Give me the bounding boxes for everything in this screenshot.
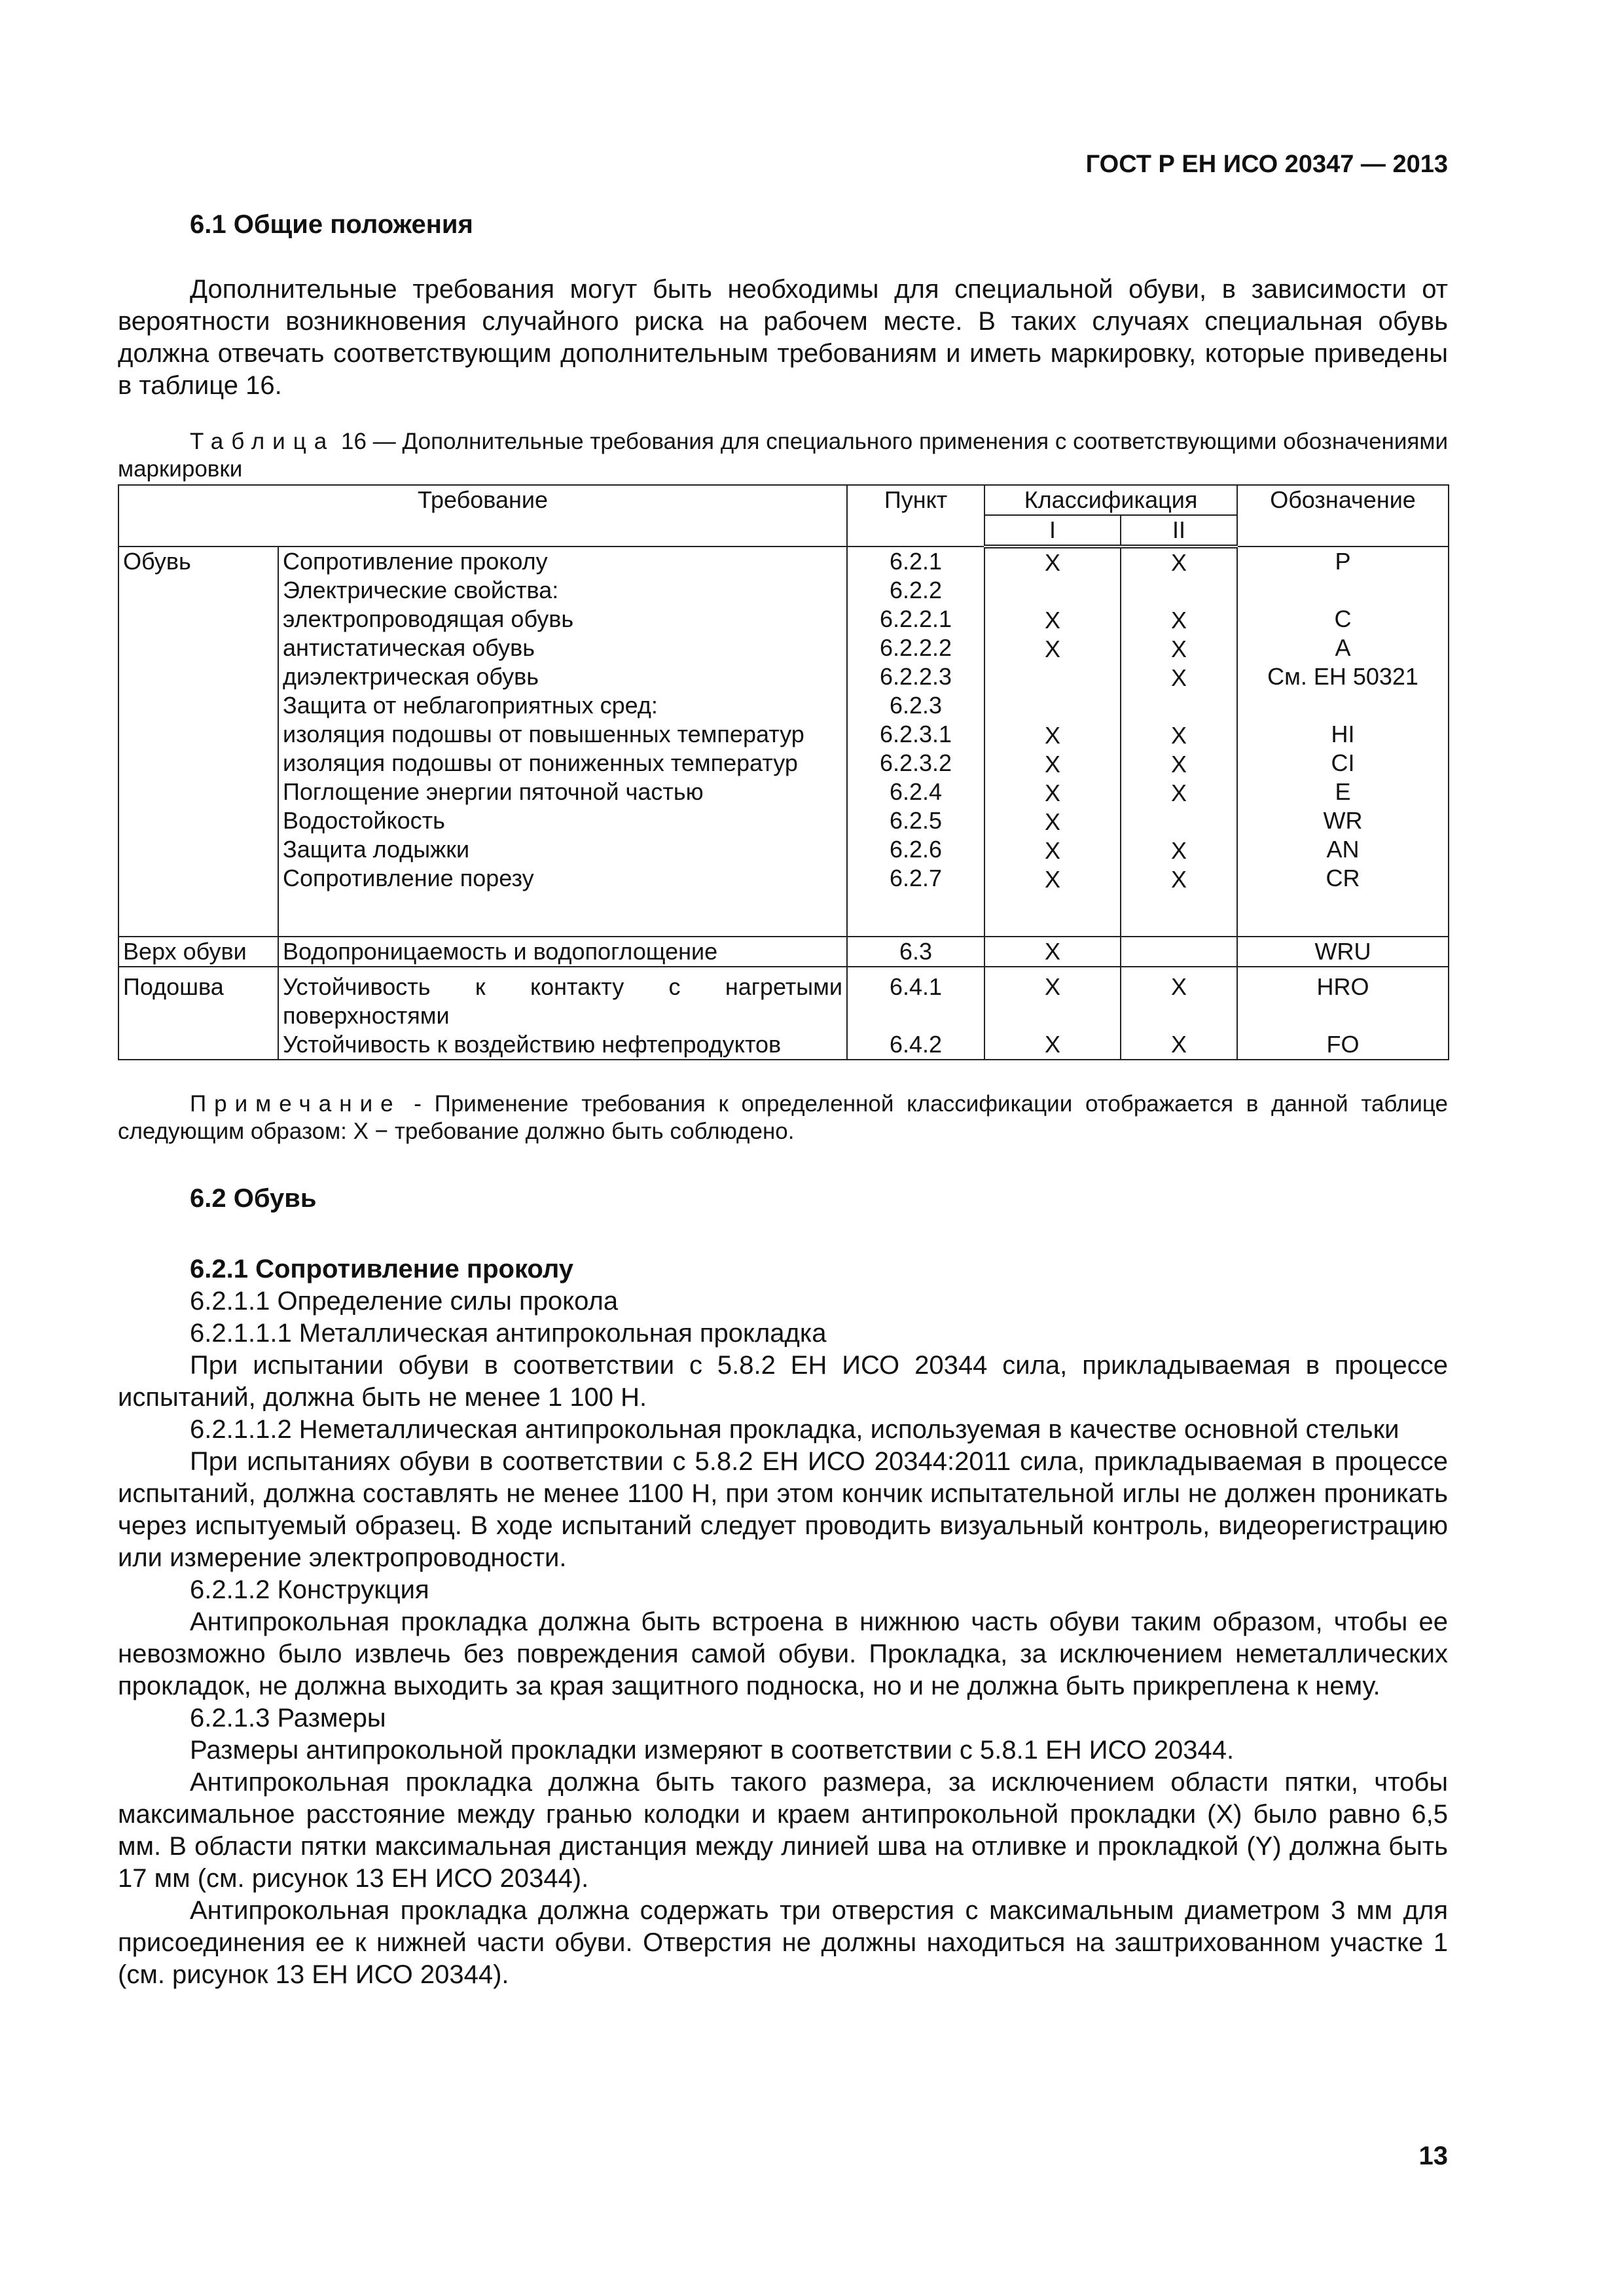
mark: X [1045,780,1061,806]
code: E [1335,778,1351,805]
page-number: 13 [1418,2142,1448,2170]
mark: X [1171,780,1187,806]
clause-line: 6.2.2.3 [879,663,952,690]
mark [989,577,1116,606]
req-line: Сопротивление проколу [283,548,548,575]
table-16 [118,484,1449,1060]
paragraph: Антипрокольная прокладка должна быть встроена в нижнюю часть обуви таким образом, чтобы ее невозможно было извлечь без повреждения самой обуви. Прокладка, за исключением неметаллических прокладок, не должна выходить за края защитного подноска, но и не должна быть прикреплена к нему. [118,1607,1448,1700]
code [1242,576,1444,605]
clause-line: 6.2.3 [889,692,943,719]
page-content [118,208,1448,1991]
mark [1125,808,1233,836]
group-name-sole: Подошва [118,967,278,1060]
req-line: изоляция подошвы от повышенных температур [283,721,804,747]
header-class-i: I [984,515,1121,547]
mark: X [1171,837,1187,864]
section-6-2-title: 6.2 Обувь [190,1184,317,1213]
text-line: 6.2.1.1 Определение силы прокола [190,1287,619,1316]
clause-line: 6.2.5 [889,807,943,834]
section-6-1-paragraph: Дополнительные требования могут быть необходимы для специальной обуви, в зависимости от вероятности возникновения случайного риска на рабочем месте. В таких случаях специальная обувь должна отвечать соответствующим дополнительным требованиям и иметь маркировку, которые приведены в таблице 16. [118,275,1448,400]
class-i-cell [984,967,1121,1060]
code: CR [1326,865,1360,891]
header-requirement: Требование [118,485,847,547]
code [1242,1001,1444,1030]
table-header-row [118,485,1449,515]
mark: X [1045,549,1061,576]
clause-line: 6.2.1 [889,548,943,575]
header-class-ii: II [1121,515,1237,547]
paragraph: Антипрокольная прокладка должна содержать три отверстия с максимальным диаметром 3 мм для присоединения ее к нижней части обуви. Отверстия не должны находиться на заштрихованном участке 1 (см. рисунок 13 ЕН ИСО 20344). [118,1896,1448,1989]
req-line: диэлектрическая обувь [283,663,539,690]
class-ii-cell [1121,937,1237,967]
header-designation: Обозначение [1237,485,1449,547]
class-ii-cell [1121,547,1237,937]
paragraph: При испытании обуви в соответствии с 5.8.2 ЕН ИСО 20344 сила, прикладываемая в процессе испытаний, должна быть не менее 1 100 Н. [118,1351,1448,1412]
req-line: Сопротивление порезу [283,865,534,891]
header-classification: Классификация [984,485,1237,515]
mark: X [1171,549,1187,576]
req-line: Защита от неблагоприятных сред: [283,692,658,719]
clause-line: 6.4.2 [889,1031,943,1058]
code: WR [1323,807,1363,834]
req-line: антистатическая обувь [283,634,535,661]
clause-line: 6.2.3.1 [879,721,952,747]
req-line: Защита лодыжки [283,836,470,863]
clause-line [852,1001,980,1030]
code [1242,691,1444,720]
table-row-upper [118,937,1449,967]
code: P [1335,548,1351,575]
table-note [118,1090,1448,1145]
mark: X [1171,973,1187,1000]
class-ii-cell [1121,967,1237,1060]
mark [1125,577,1233,606]
mark: X [1045,808,1061,835]
designation-cell: WRU [1237,937,1449,967]
designation-cell [1237,967,1449,1060]
table-caption-label: Таблица [190,429,335,454]
code: C [1334,605,1352,632]
text-line: 6.2.1.1.1 Металлическая антипрокольная прокладка [190,1319,827,1348]
note-text: - Применение требования к определенной классификации отображается в данной таблице следующим образом: X − требование должно быть соблюдено. [118,1091,1448,1144]
mark [1125,1001,1233,1030]
clause-cell [847,967,984,1060]
note-label: Примечание [190,1091,401,1117]
mark: X [1171,664,1187,691]
mark [1125,692,1233,721]
mark [989,664,1116,692]
mark: X [1171,607,1187,634]
code: HI [1331,721,1355,747]
mark: X [1045,866,1061,893]
clause-line: 6.2.2.1 [879,605,952,632]
group-name-upper: Верх обуви [118,937,278,967]
clause-line: 6.2.2.2 [879,634,952,661]
paragraph: 6.2.1.1.2 Неметаллическая антипрокольная прокладка, используемая в качестве основной стельки [190,1415,1399,1444]
req-line: поверхностями [283,1002,450,1029]
mark: X [1171,636,1187,662]
mark: X [1171,866,1187,893]
clause-line: 6.2.6 [889,836,943,863]
code: AN [1326,836,1360,863]
mark: X [1171,751,1187,778]
table-row-footwear [118,547,1449,937]
clause-line: 6.4.1 [889,973,943,1000]
table-row-sole [118,967,1449,1060]
mark: X [1045,722,1061,749]
code: CI [1331,749,1355,776]
class-i-cell [984,547,1121,937]
clause-line: 6.2.3.2 [879,749,952,776]
clause-cell [847,547,984,937]
mark: X [1045,751,1061,778]
code: HRO [1316,973,1369,1000]
table-caption-text: 16 — Дополнительные требования для специального применения с соответствующими обозначениями маркировки [118,429,1448,482]
paragraph: Размеры антипрокольной прокладки измеряют в соответствии с 5.8.1 ЕН ИСО 20344. [190,1736,1235,1765]
mark: X [1045,636,1061,662]
clause-cell: 6.3 [847,937,984,967]
text-line: 6.2.1.3 Размеры [190,1704,386,1732]
document-designation: ГОСТ Р ЕН ИСО 20347 — 2013 [1085,151,1448,178]
mark: X [1045,973,1061,1000]
req-line: Водостойкость [283,807,445,834]
req-line: Устойчивость к воздействию нефтепродуктов [283,1031,782,1058]
req-line: Электрические свойства: [283,577,559,603]
requirements-cell [278,547,847,937]
mark: X [1171,722,1187,749]
mark: X [1045,607,1061,634]
mark: X [1171,1031,1187,1058]
mark: X [1045,1031,1061,1058]
req-line: Поглощение энергии пяточной частью [283,778,704,805]
header-clause: Пункт [847,485,984,547]
clause-line: 6.2.7 [889,865,943,891]
group-name-footwear: Обувь [118,547,278,937]
designation-cell [1237,547,1449,937]
clause-line: 6.2.4 [889,778,943,805]
code: FO [1326,1031,1360,1058]
code: A [1335,634,1351,661]
mark: X [1045,837,1061,864]
paragraph: Антипрокольная прокладка должна быть такого размера, за исключением области пятки, чтобы максимальное расстояние между гранью колодки и краем антипрокольной прокладки (X) было равно 6,5 мм. В области пятки максимальная дистанция между линией шва на отливке и прокладкой (Y) должна быть 17 мм (см. рисунок 13 ЕН ИСО 20344). [118,1768,1448,1893]
requirements-cell [278,967,847,1060]
class-i-cell: X [984,937,1121,967]
table-16-caption [118,428,1448,483]
paragraph: При испытаниях обуви в соответствии с 5.8.2 ЕН ИСО 20344:2011 сила, прикладываемая в процессе испытаний, должна составлять не менее 1100 Н, при этом кончик испытательной иглы не должен проникать через испытуемый образец. В ходе испытаний следует проводить визуальный контроль, видеорегистрацию или измерение электропроводности. [118,1447,1448,1572]
code: См. ЕН 50321 [1267,663,1418,690]
clause-line: 6.2.2 [889,577,943,603]
req-line: изоляция подошвы от пониженных температур [283,749,798,776]
section-6-1-title: 6.1 Общие положения [190,210,473,239]
section-6-2-1-title: 6.2.1 Сопротивление проколу [190,1255,573,1283]
req-line: Устойчивость к контакту с нагретыми [283,973,843,1000]
mark [989,692,1116,721]
text-line: 6.2.1.2 Конструкция [190,1575,429,1604]
requirement-cell: Водопроницаемость и водопоглощение [278,937,847,967]
mark [989,1001,1116,1030]
req-line: электропроводящая обувь [283,605,574,632]
